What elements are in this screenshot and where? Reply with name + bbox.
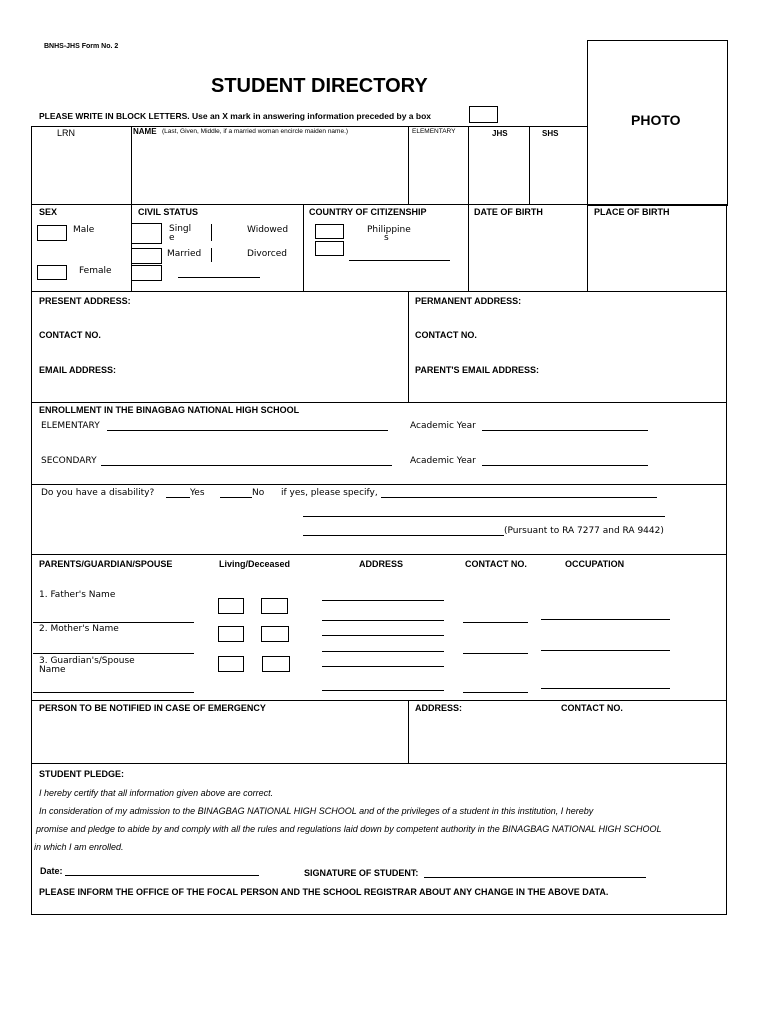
divider [211, 224, 212, 241]
frame-right-line [726, 204, 727, 914]
male-label: Male [73, 225, 95, 235]
address-line[interactable] [322, 620, 444, 621]
divider [408, 700, 409, 763]
divider [211, 248, 212, 262]
married-checkbox[interactable] [131, 248, 162, 264]
divider [468, 204, 469, 291]
divider [408, 291, 409, 402]
female-label: Female [79, 266, 112, 276]
date-label: Date: [40, 866, 63, 876]
divider [587, 204, 588, 291]
pledge-line-4: in which I am enrolled. [34, 842, 124, 852]
contact-line[interactable] [463, 692, 528, 693]
married-label: Married [167, 249, 202, 259]
single-label-a: Singl [169, 224, 192, 234]
signature-line[interactable] [424, 877, 646, 878]
address-line[interactable] [322, 666, 444, 667]
divider [303, 204, 304, 291]
single-label-b: e [169, 233, 175, 243]
sex-label: SEX [39, 207, 58, 217]
specify-label: if yes, please specify, [281, 488, 378, 498]
yes-line[interactable] [166, 497, 190, 498]
citizenship-label: COUNTRY OF CITIZENSHIP [309, 207, 427, 217]
pob-label: PLACE OF BIRTH [594, 207, 670, 217]
occupation-line[interactable] [541, 619, 670, 620]
address-line[interactable] [322, 635, 444, 636]
father-name-line[interactable] [33, 622, 194, 623]
divider [131, 126, 132, 204]
mother-name-line[interactable] [33, 653, 194, 654]
contact-line[interactable] [463, 653, 528, 654]
academic-year-label: Academic Year [410, 456, 476, 466]
address-header: ADDRESS [359, 559, 404, 569]
emergency-address-label: ADDRESS: [415, 703, 463, 713]
shs-label: SHS [542, 129, 559, 138]
other-status-line[interactable] [178, 277, 260, 278]
row1-top-line [31, 126, 587, 127]
philippines-label-b: s [384, 233, 389, 243]
contact-label: CONTACT NO. [39, 330, 101, 340]
occupation-line[interactable] [541, 650, 670, 651]
pledge-line-2: In consideration of my admission to the BINAGBAG NATIONAL HIGH SCHOOL and of the privileges of a student in this institution, I hereby [39, 806, 594, 816]
academic-year-line[interactable] [482, 465, 648, 466]
dob-label: DATE OF BIRTH [474, 207, 543, 217]
name-label: NAME [133, 127, 157, 136]
address-line[interactable] [322, 690, 444, 691]
pursuant-text: (Pursuant to RA 7277 and RA 9442) [504, 526, 664, 536]
academic-year-line[interactable] [482, 430, 648, 431]
other-country-checkbox[interactable] [315, 241, 344, 256]
divorced-label: Divorced [247, 249, 287, 259]
signature-label: SIGNATURE OF STUDENT: [304, 868, 419, 878]
living-deceased-header: Living/Deceased [219, 559, 291, 569]
email-label: EMAIL ADDRESS: [39, 365, 117, 375]
pledge-line-1: I hereby certify that all information given above are correct. [39, 788, 274, 798]
enrollment-top-line [31, 402, 727, 403]
address-top-line [31, 291, 727, 292]
emergency-contact-label: CONTACT NO. [561, 703, 623, 713]
divider [408, 126, 409, 204]
guardian-deceased-checkbox[interactable] [262, 656, 290, 672]
elementary-label: ELEMENTARY [412, 128, 456, 135]
disability-top-line [31, 484, 727, 485]
mother-label: 2. Mother's Name [39, 624, 119, 634]
female-checkbox[interactable] [37, 265, 67, 280]
photo-label: PHOTO [631, 112, 681, 128]
divider [468, 126, 469, 204]
date-line[interactable] [65, 875, 259, 876]
philippines-checkbox[interactable] [315, 224, 344, 239]
pledge-top-line [31, 763, 727, 764]
father-label: 1. Father's Name [39, 590, 116, 600]
permanent-address-label: PERMANENT ADDRESS: [415, 296, 522, 306]
guardian-living-checkbox[interactable] [218, 656, 244, 672]
academic-year-label: Academic Year [410, 421, 476, 431]
secondary-line[interactable] [101, 465, 392, 466]
parents-heading: PARENTS/GUARDIAN/SPOUSE [39, 559, 173, 569]
disability-question: Do you have a disability? [41, 488, 155, 498]
address-line[interactable] [322, 651, 444, 652]
page-title: STUDENT DIRECTORY [211, 75, 428, 97]
occupation-header: OCCUPATION [565, 559, 625, 569]
jhs-label: JHS [492, 129, 508, 138]
yes-label: Yes [190, 488, 205, 498]
secondary-label: SECONDARY [41, 456, 97, 466]
specify-line[interactable] [303, 516, 665, 517]
mother-deceased-checkbox[interactable] [261, 626, 289, 642]
philippines-label-a: Philippine [367, 225, 411, 235]
enrollment-heading: ENROLLMENT IN THE BINAGBAG NATIONAL HIGH SCHOOL [39, 405, 300, 415]
lrn-label: LRN [57, 128, 76, 138]
no-line[interactable] [220, 497, 252, 498]
single-checkbox[interactable] [131, 223, 162, 244]
divider [529, 126, 530, 204]
parents-top-line [31, 554, 727, 555]
emergency-heading: PERSON TO BE NOTIFIED IN CASE OF EMERGENCY [39, 703, 266, 713]
guardian-label-a: 3. Guardian's/Spouse [39, 656, 135, 666]
change-notice: PLEASE INFORM THE OFFICE OF THE FOCAL PERSON AND THE SCHOOL REGISTRAR ABOUT ANY CHANGE IN THE ABOVE DATA. [39, 887, 609, 897]
name-note: (Last, Given, Middle, if a married woman encircle maiden name.) [162, 128, 349, 135]
instruction-text: PLEASE WRITE IN BLOCK LETTERS. Use an X mark in answering information preceded by a box [39, 111, 432, 121]
emergency-top-line [31, 700, 727, 701]
pledge-line-3: promise and pledge to abide by and comply with all the rules and regulations laid down by competent authority in the BINAGBAG NATIONAL HIGH SCHOOL [36, 824, 662, 834]
elementary-line[interactable] [107, 430, 388, 431]
pledge-heading: STUDENT PLEDGE: [39, 769, 125, 779]
sample-box [469, 106, 498, 123]
form-number: BNHS-JHS Form No. 2 [44, 43, 119, 50]
parent-email-label: PARENT'S EMAIL ADDRESS: [415, 365, 539, 375]
guardian-name-line[interactable] [33, 692, 194, 693]
present-address-label: PRESENT ADDRESS: [39, 296, 131, 306]
specify-line[interactable] [381, 497, 657, 498]
specify-line[interactable] [303, 535, 504, 536]
father-deceased-checkbox[interactable] [261, 598, 288, 614]
frame-left-line [31, 126, 32, 914]
occupation-line[interactable] [541, 688, 670, 689]
contact-header: CONTACT NO. [465, 559, 527, 569]
father-living-checkbox[interactable] [218, 598, 244, 614]
civil-status-label: CIVIL STATUS [138, 207, 199, 217]
widowed-label: Widowed [247, 225, 289, 235]
mother-living-checkbox[interactable] [218, 626, 244, 642]
contact-label-2: CONTACT NO. [415, 330, 477, 340]
address-line[interactable] [322, 600, 444, 601]
male-checkbox[interactable] [37, 225, 67, 241]
other-status-checkbox[interactable] [131, 265, 162, 281]
contact-line[interactable] [463, 622, 528, 623]
other-country-line[interactable] [349, 260, 450, 261]
frame-bottom-line [31, 914, 727, 915]
row2-top-line [31, 204, 727, 205]
guardian-label-b: Name [39, 665, 66, 675]
no-label: No [252, 488, 265, 498]
elementary-label: ELEMENTARY [41, 421, 100, 431]
